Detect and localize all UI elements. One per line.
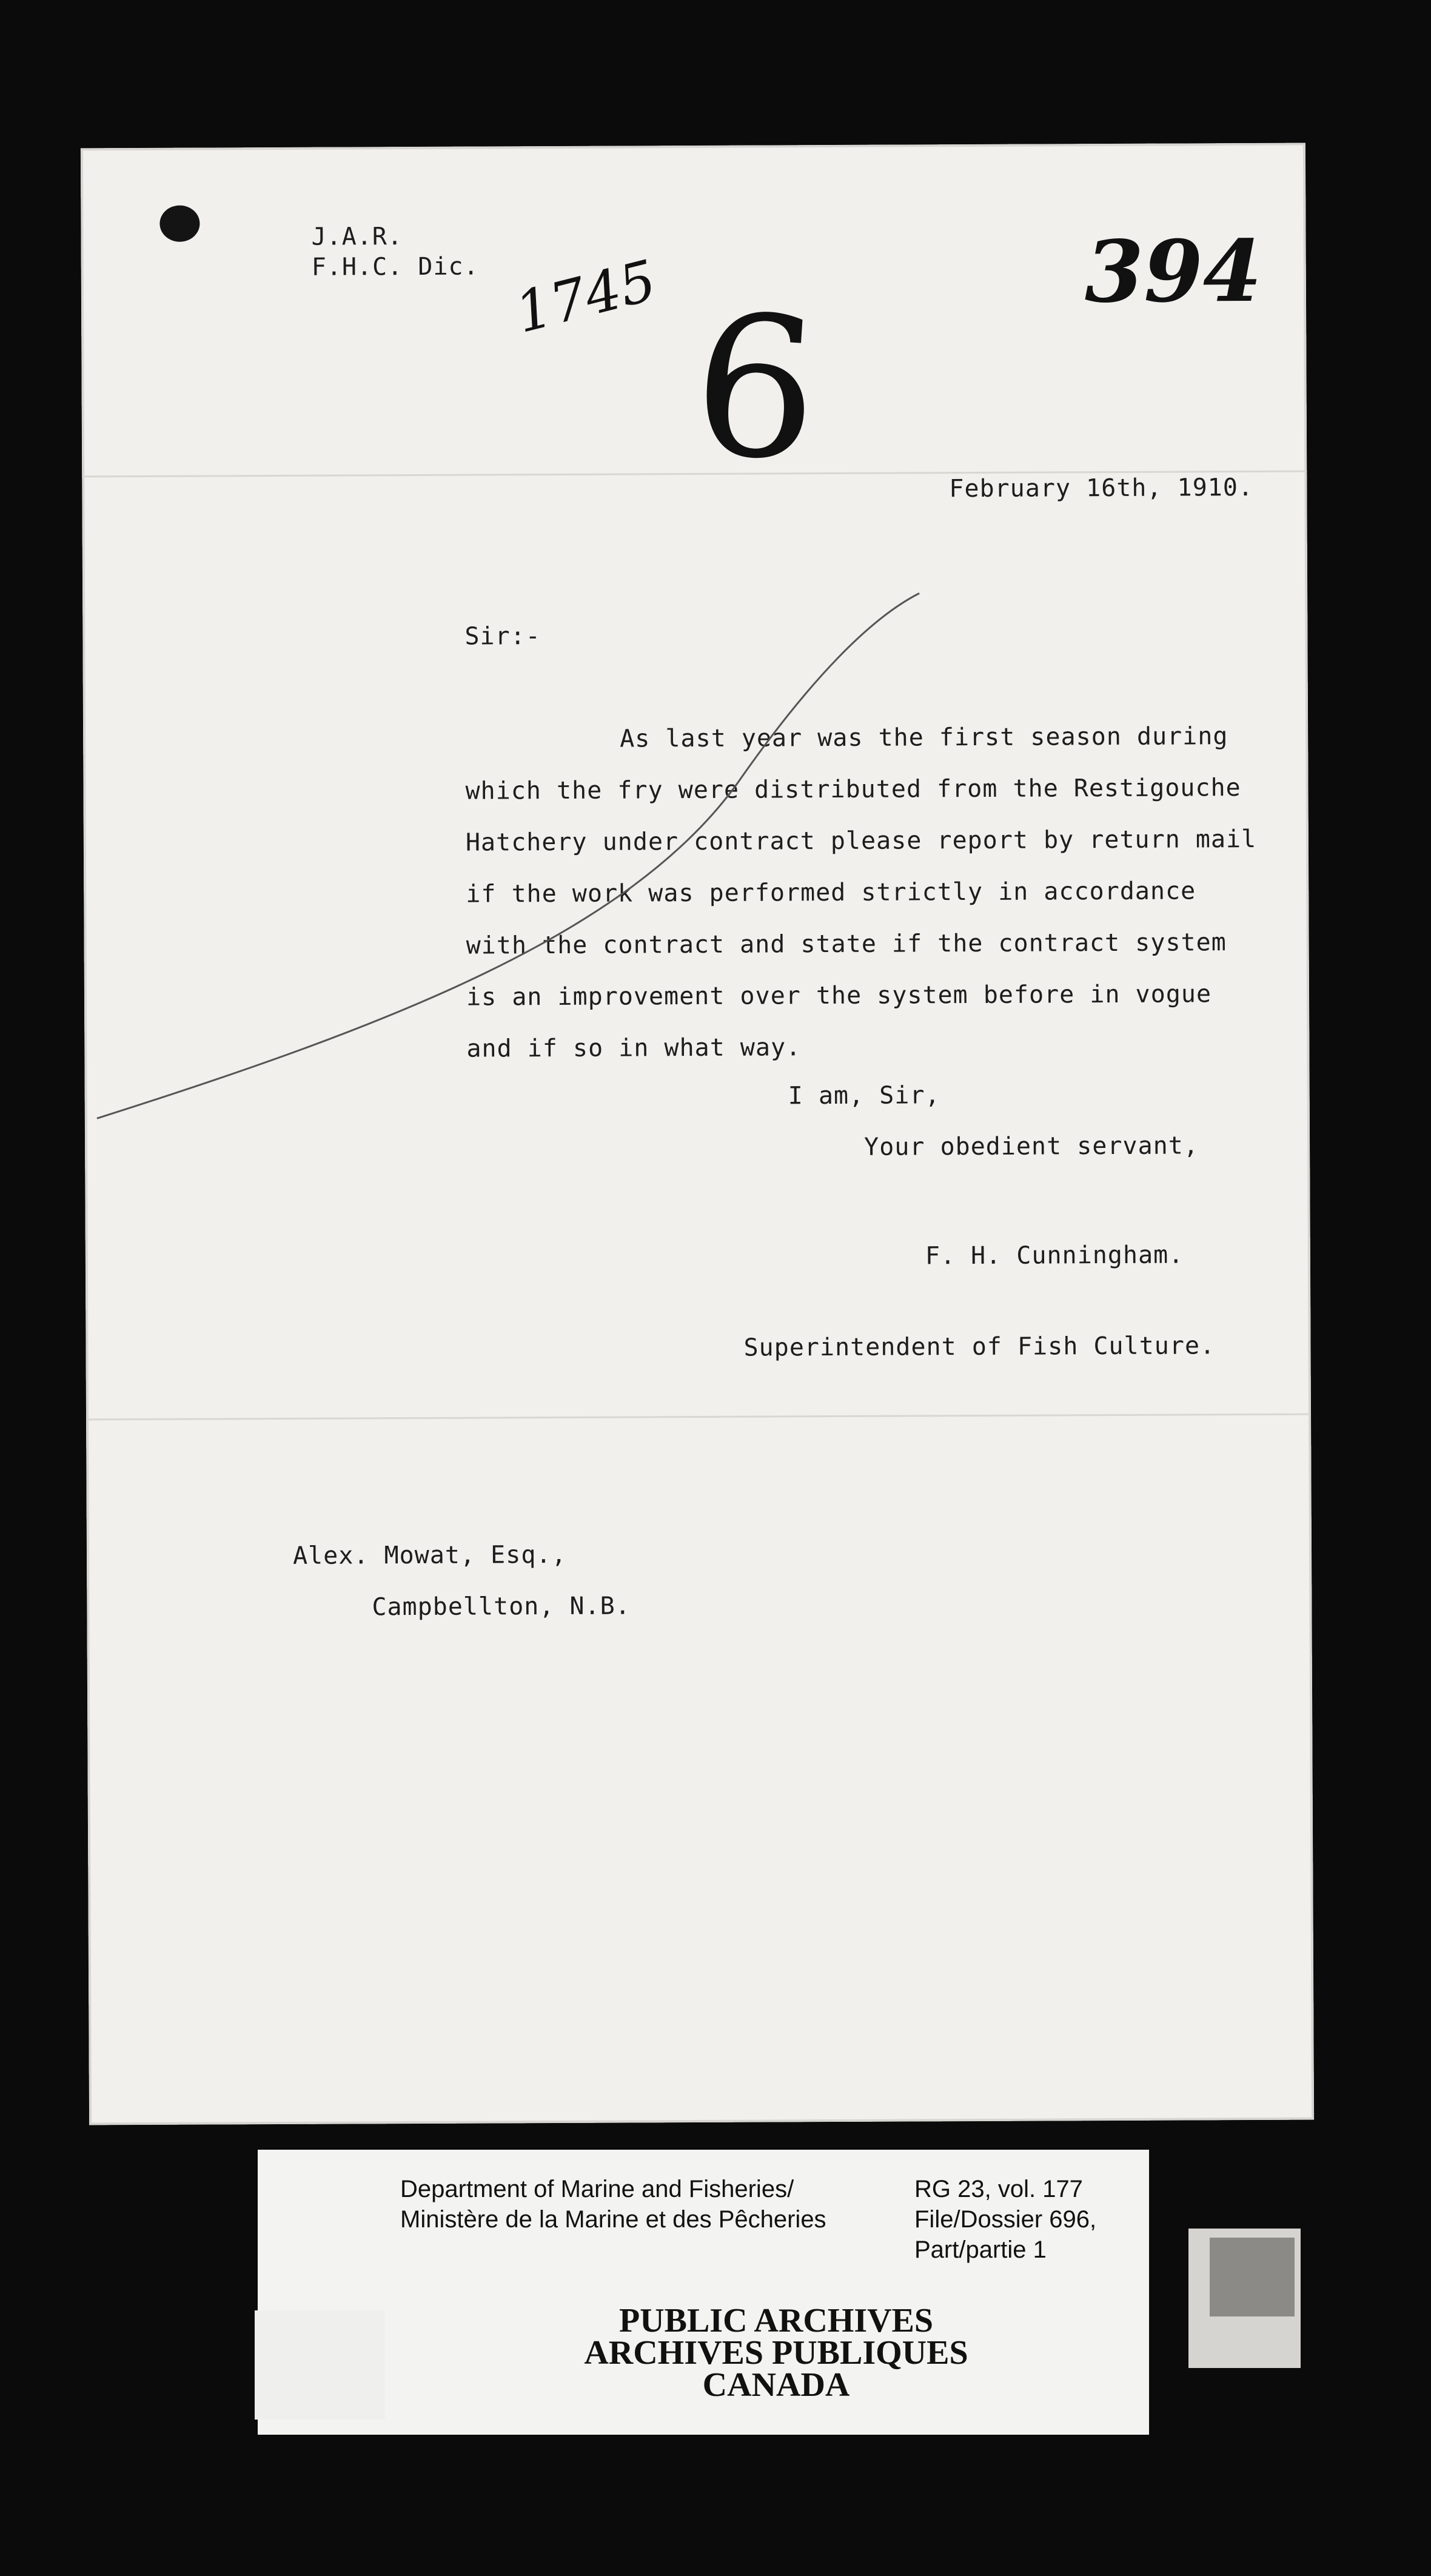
initials-line-1: J.A.R. — [311, 223, 403, 251]
letter-sheet — [81, 143, 1314, 2125]
archive-label-tab — [255, 2310, 385, 2420]
label-department-en: Department of Marine and Fisheries/ — [400, 2176, 794, 2202]
body-line: which the fry were distributed from the Restigouche — [465, 774, 1241, 805]
label-reference-3: Part/partie 1 — [914, 2236, 1047, 2263]
initials-line-2: F.H.C. Dic. — [311, 252, 479, 281]
signatory-name: F. H. Cunningham. — [925, 1241, 1184, 1270]
closing-line-1: I am, Sir, — [788, 1081, 940, 1110]
margin-number: 1745 — [509, 247, 663, 346]
body-line: As last year was the first season during — [620, 722, 1228, 753]
addressee-name: Alex. Mowat, Esq., — [292, 1540, 567, 1570]
archive-title-1: PUBLIC ARCHIVES — [618, 2302, 934, 2340]
pencil-stroke — [81, 143, 1314, 2125]
body-line: with the contract and state if the contract system — [466, 928, 1227, 960]
archive-title-2: ARCHIVES PUBLIQUES — [584, 2334, 968, 2372]
label-reference-2: File/Dossier 696, — [914, 2206, 1097, 2233]
letter-date: February 16th, 1910. — [949, 473, 1254, 503]
margin-mark: 6 — [686, 272, 825, 505]
addressee-place: Campbellton, N.B. — [372, 1592, 631, 1622]
body-line: and if so in what way. — [466, 1033, 802, 1063]
body-line: Hatchery under contract please report by return mail — [465, 825, 1257, 857]
archive-label-tab-shadow — [1210, 2238, 1295, 2316]
salutation: Sir:- — [464, 622, 541, 651]
label-reference-1: RG 23, vol. 177 — [914, 2176, 1083, 2202]
folio-number: 394 — [1084, 221, 1262, 323]
label-department-fr: Ministère de la Marine et des Pêcheries — [400, 2206, 826, 2233]
body-line: is an improvement over the system before in vogue — [466, 980, 1212, 1011]
closing-line-2: Your obedient servant, — [863, 1132, 1199, 1161]
archive-title-3: CANADA — [702, 2366, 850, 2404]
body-line: if the work was performed strictly in accordance — [466, 877, 1196, 908]
signatory-title: Superintendent of Fish Culture. — [743, 1332, 1216, 1362]
